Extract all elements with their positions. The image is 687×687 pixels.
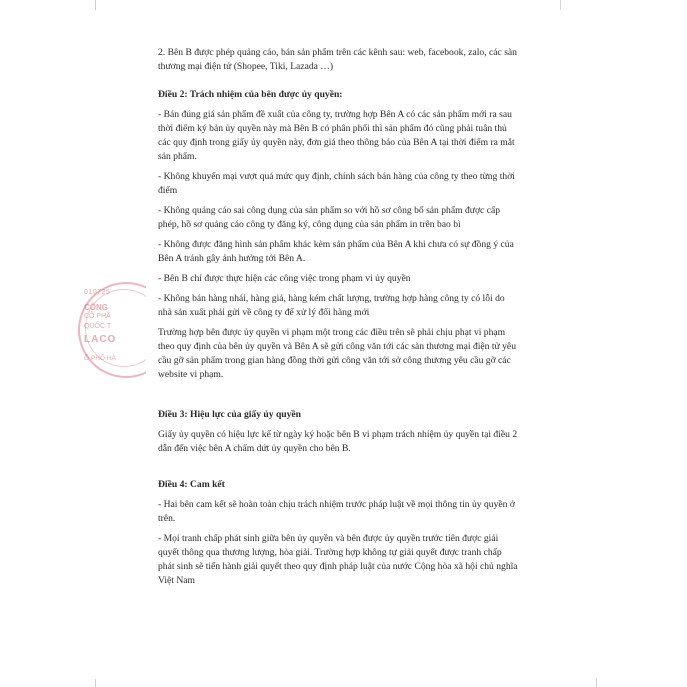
scan-edge-line xyxy=(95,679,96,687)
article-4-heading: Điều 4: Cam kết xyxy=(158,479,225,490)
article-4-item: - Mọi tranh chấp phát sinh giữa bên ủy quyền và bên được ủy quyền trước tiên được giải quyết thông qua thương lượng, hòa giải. Trường hợp không tự giải quyết được tranh chấp phát sinh sẽ tiến hành giải quyết theo quy định pháp luật của nước Cộng hòa xã hội chủ nghĩa Việt Nam xyxy=(158,533,518,586)
article-2-item: - Bên B chỉ được thực hiện các công việc trong phạm vi ủy quyền xyxy=(158,273,411,284)
stamp-text: CÔNG xyxy=(84,303,108,312)
scan-edge-line xyxy=(596,679,597,687)
article-2-item: - Không khuyến mại vượt quá mức quy định, chính sách bán hàng của công ty theo từng thời điểm xyxy=(158,171,515,196)
stamp-text: LACO xyxy=(84,334,117,345)
stamp-text: CỔ PHẦ xyxy=(84,313,111,320)
article-2-heading: Điều 2: Trách nhiệm của bên được ủy quyền: xyxy=(158,89,343,100)
stamp-text: Ố PHỐ HÀ xyxy=(84,355,116,362)
article-2-item: - Bán đúng giá sản phẩm đề xuất của công ty, trường hợp Bên A có các sản phẩm mới ra sau thời điểm ký bản ủy quyền này mà Bên B có phân phối thì sản phẩm đó cũng phải tuân thủ các quy định trong giấy ủy quyền này, đơn giá theo thông báo của Bên A tại thời điểm ra mắt sản phẩm. xyxy=(158,109,515,162)
company-seal-stamp xyxy=(78,282,146,380)
stamp-text: 010725 xyxy=(84,289,111,296)
article-2-item: - Không được đăng hình sản phẩm khác kèm sản phẩm của Bên A khi chưa có sự đồng ý của Bên A tránh gây ảnh hưởng tới Bên A. xyxy=(158,239,514,264)
article-3-text: Giấy ủy quyền có hiệu lực kể từ ngày ký hoặc bên B vi phạm trách nhiệm ủy quyền tại điều 2 dẫn đến việc bên A chấm dứt ủy quyền cho bên B. xyxy=(158,429,518,454)
article-4-item: - Hai bên cam kết sẽ hoàn toàn chịu trách nhiệm trước pháp luật về mọi thông tin ủy quyền ở trên. xyxy=(158,499,515,524)
article-3-heading: Điều 3: Hiệu lực của giấy ủy quyền xyxy=(158,409,302,420)
scan-edge-line xyxy=(95,0,96,10)
article-2-item: - Không quảng cáo sai công dụng của sản phẩm so với hồ sơ công bố sản phẩm được cấp phép, hồ sơ quảng cáo công ty đăng ký, công dụng của sản phẩm in trên bao bì xyxy=(158,205,501,230)
scan-edge-line xyxy=(560,0,561,10)
intro-item-2: 2. Bên B được phép quảng cáo, bán sản phẩm trên các kênh sau: web, facebook, zalo, các sàn thương mại điện tử (Shopee, Tiki, Lazada …) xyxy=(158,47,517,72)
stamp-text: QUỐC T xyxy=(84,323,112,330)
article-2-item: - Không bán hàng nhái, hàng giả, hàng kém chất lượng, trường hợp hàng công ty có lỗi do nhà sản xuất phải gửi về công ty để xử lý đổi hàng mới xyxy=(158,293,505,318)
article-2-closing: Trường hợp bên được ủy quyền vi phạm một trong các điều trên sẽ phải chịu phạt vi phạm theo quy định của bên ủy quyền và Bên A sẽ gửi công văn tới các sàn thương mại điện tử yêu cầu gỡ sản phẩm trong gian hàng đồng thời gửi công văn tới sở công thương yêu cầu gỡ các website vi phạm. xyxy=(158,327,516,380)
document-body xyxy=(158,46,520,594)
